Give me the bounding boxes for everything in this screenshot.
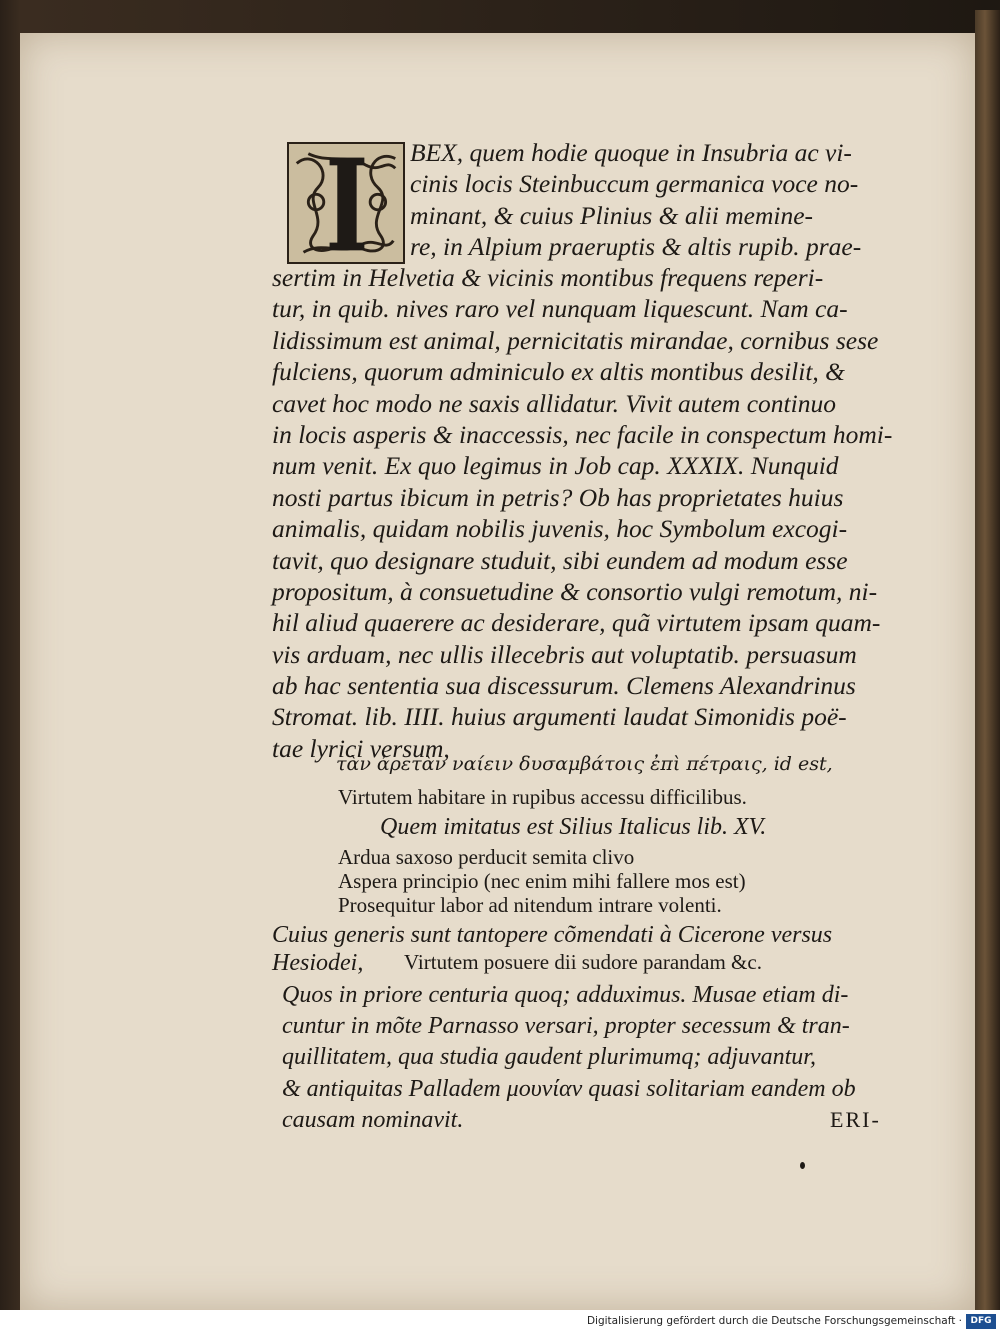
text-line: ab hac sententia sua discessurum. Clemens Alexandrinus — [272, 671, 856, 701]
latin-translation: Virtutem habitare in rupibus accessu difficilibus. — [338, 785, 747, 809]
text-line: Cuius generis sunt tantopere cõmendati à Cicerone versus — [272, 922, 833, 948]
body-paragraph — [272, 262, 892, 764]
greek-quotation: τὰν ἀρετὰν ναίειν δυσαμβάτοις ἐπὶ πέτραις, id est, — [336, 753, 833, 775]
text-line: cinis locis Steinbuccum germanica voce no- — [410, 169, 859, 199]
book-edge — [975, 10, 1000, 1310]
digitization-footer — [0, 1310, 1000, 1334]
text-line: tavit, quo designare studuit, sibi eundem ad modum esse — [272, 545, 848, 575]
text-line: minant, & cuius Plinius & alii memine- — [410, 200, 814, 230]
ink-speck — [800, 1162, 805, 1169]
hesiod-quotation: Virtutem posuere dii sudore parandam &c. — [404, 950, 762, 974]
text-line: nosti partus ibicum in petris? Ob has proprietates huius — [272, 482, 844, 512]
verse-line: Aspera principio (nec enim mihi fallere mos est) — [338, 869, 746, 893]
silius-reference: Quem imitatus est Silius Italicus lib. XV. — [380, 814, 767, 840]
text-line: in locis asperis & inaccessis, nec facile in conspectum homi- — [272, 419, 893, 449]
text-line: fulciens, quorum adminiculo ex altis montibus desilit, & — [272, 357, 846, 387]
text-line: animalis, quidam nobilis juvenis, hoc Symbolum excogi- — [272, 514, 848, 544]
catchword: ERI- — [830, 1107, 881, 1132]
text-line: quillitatem, qua studia gaudent plurimumq; adjuvantur, — [282, 1044, 816, 1070]
text-line: re, in Alpium praeruptis & altis rupib. prae- — [410, 231, 862, 261]
text-line: Hesiodei, — [272, 950, 364, 976]
text-line: Stromat. lib. IIII. huius argumenti laudat Simonidis poë- — [272, 702, 847, 732]
opening-lines — [410, 137, 861, 262]
text-line: tur, in quib. nives raro vel nunquam liquescunt. Nam ca- — [272, 294, 848, 324]
text-line: num venit. Ex quo legimus in Job cap. XXXIX. Nunquid — [272, 451, 839, 481]
decorated-initial — [287, 142, 405, 264]
text-line: causam nominavit. — [282, 1107, 464, 1133]
dfg-logo[interactable]: DFG — [966, 1314, 996, 1329]
text-line: propositum, à consuetudine & consortio vulgi remotum, ni- — [272, 576, 878, 606]
text-line: hil aliud quaerere ac desiderare, quã virtutem ipsam quam- — [272, 608, 881, 638]
text-line: & antiquitas Palladem μουνίαν quasi solitariam eandem ob — [282, 1076, 856, 1102]
ornament-initial-icon — [289, 144, 403, 262]
text-line: BEX, quem hodie quoque in Insubria ac vi- — [410, 138, 852, 167]
text-line: Quos in priore centuria quoq; adduximus. Musae etiam di- — [282, 982, 849, 1008]
text-line: cavet hoc modo ne saxis allidatur. Vivit autem continuo — [272, 388, 836, 418]
text-line: sertim in Helvetia & vicinis montibus frequens reperi- — [272, 263, 824, 292]
verse-line: Prosequitur labor ad nitendum intrare volenti. — [338, 893, 722, 917]
text-line: lidissimum est animal, pernicitatis mirandae, cornibus sese — [272, 325, 879, 355]
text-line: cuntur in mõte Parnasso versari, propter secessum & tran- — [282, 1013, 850, 1039]
verse-line: Ardua saxoso perducit semita clivo — [338, 845, 635, 869]
text-line: vis arduam, nec ullis illecebris aut voluptatib. persuasum — [272, 639, 857, 669]
footer-credit: Digitalisierung gefördert durch die Deutsche Forschungsgemeinschaft · — [586, 1315, 962, 1327]
text-line: tae lyrici versum, — [272, 733, 450, 763]
